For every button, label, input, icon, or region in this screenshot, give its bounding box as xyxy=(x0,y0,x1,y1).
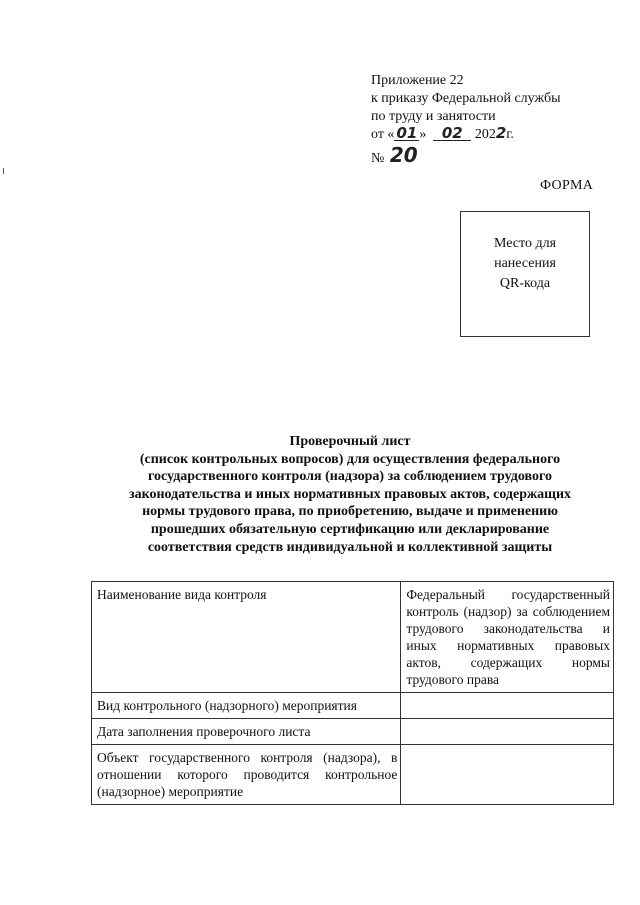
row-label-event-type: Вид контрольного (надзорного) мероприятия xyxy=(92,693,401,719)
qr-code-placeholder xyxy=(460,211,590,337)
document-title xyxy=(90,433,610,556)
appendix-order-ref: к приказу Федеральной службы xyxy=(371,91,561,106)
title-line-3: государственного контроля (надзора) за соблюдением трудового xyxy=(148,469,552,485)
appendix-date: от « 01 » 02 2022г. xyxy=(371,124,514,142)
row-label-fill-date: Дата заполнения проверочного листа xyxy=(92,719,401,745)
appendix-agency: по труду и занятости xyxy=(371,109,496,124)
row-label-control-object: Объект государственного контроля (надзора), в отношении которого проводится контрольное (надзорное) мероприятие xyxy=(92,745,401,805)
table-row xyxy=(92,582,614,693)
appendix-number: Приложение 22 xyxy=(371,73,464,88)
row-value-control-object[interactable] xyxy=(401,745,614,805)
appendix-header xyxy=(371,72,611,144)
row-value-event-type[interactable] xyxy=(401,693,614,719)
control-info-table xyxy=(91,581,614,805)
row-label-control-type: Наименование вида контроля xyxy=(92,582,401,693)
qr-box-line-2: нанесения xyxy=(494,256,556,271)
qr-box-line-1: Место для xyxy=(493,236,557,251)
table-row xyxy=(92,693,614,719)
scan-margin-mark xyxy=(3,168,4,174)
title-line-2: (список контрольных вопросов) для осуществления федерального xyxy=(139,451,561,467)
handwritten-order-number: 20 xyxy=(389,143,418,167)
title-line-1: Проверочный лист xyxy=(289,434,411,449)
table-row xyxy=(92,745,614,805)
title-line-7: соответствия средств индивидуальной и коллективной защиты xyxy=(147,539,553,555)
handwritten-month: 02 xyxy=(433,126,471,141)
row-value-fill-date[interactable] xyxy=(401,719,614,745)
order-number: № 20 xyxy=(371,143,418,167)
table-row xyxy=(92,719,614,745)
title-line-6: прошедших обязательную сертификацию или декларирование xyxy=(150,521,550,537)
title-line-4: законодательства и иных нормативных правовых актов, содержащих xyxy=(128,486,572,502)
handwritten-day: 01 xyxy=(396,124,418,142)
forma-label: ФОРМА xyxy=(540,178,594,193)
qr-box-line-3: QR-кода xyxy=(499,276,551,291)
handwritten-year-digit: 2 xyxy=(495,124,507,142)
title-line-5: нормы трудового права, по приобретению, выдаче и применению xyxy=(142,504,558,520)
row-value-control-type: Федеральный государственный контроль (надзор) за соблюдением трудового законодательства и иных нормативных правовых актов, содержащих нормы трудового права xyxy=(401,582,614,693)
